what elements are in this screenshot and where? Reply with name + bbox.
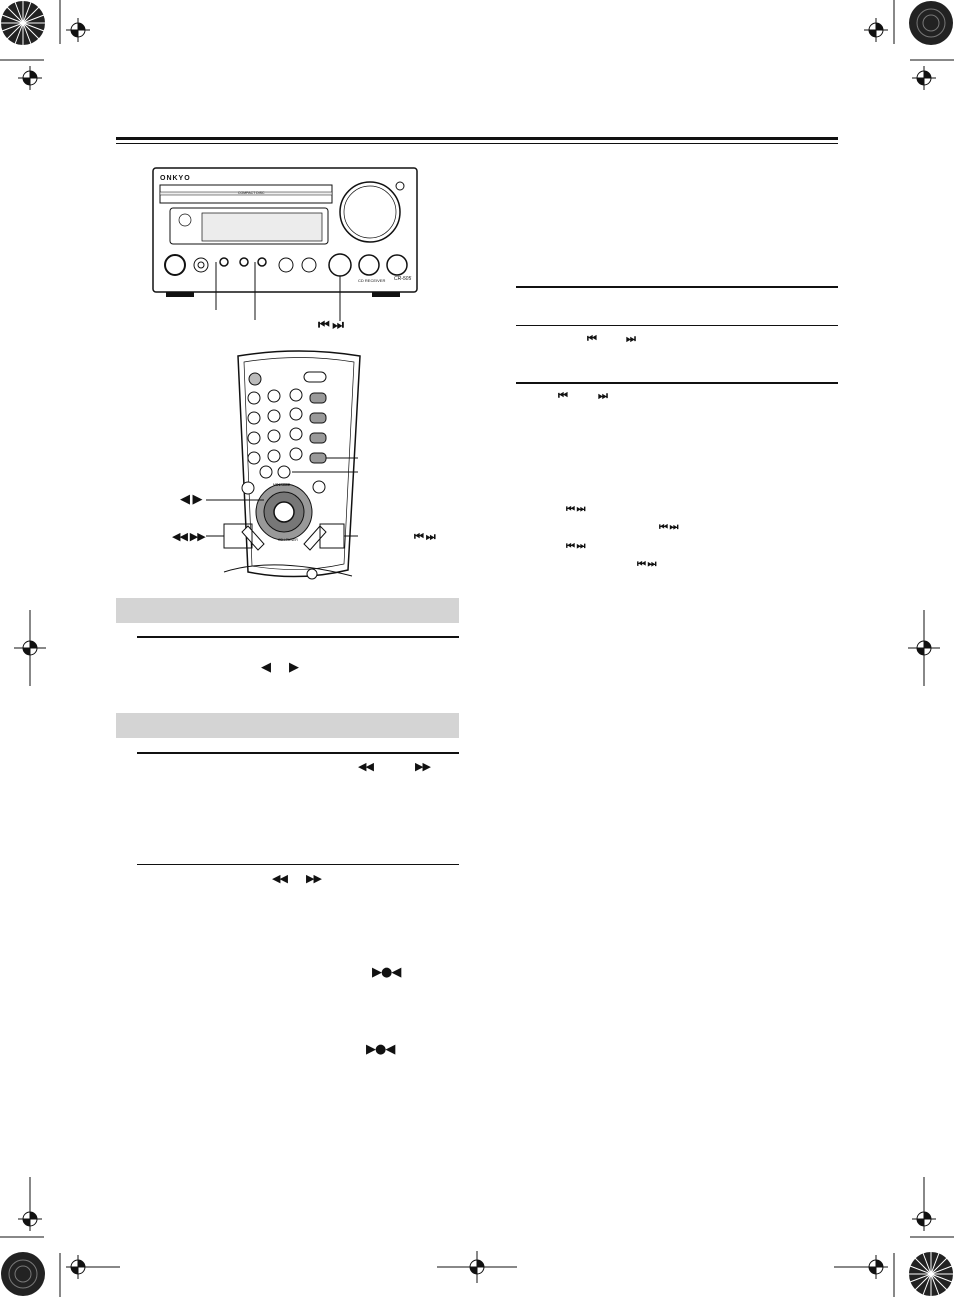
section2-step2-rule [137, 864, 459, 865]
section2-mark-1: ▶●◀ [372, 965, 401, 980]
right-list-symbol-3: ⏮ ⏭ [566, 541, 585, 552]
section2-step1-rule [137, 752, 459, 754]
section1-step-rule [137, 636, 459, 638]
header-rule-thin [116, 143, 838, 144]
crop-mark-top-left [0, 0, 120, 120]
remote-rew-ff-callout: ◀◀ ▶▶ [172, 530, 205, 543]
right-step2-prev: ⏮ [558, 389, 567, 402]
right-step1-prev: ⏮ [587, 332, 596, 345]
crop-mark-bottom-center [437, 1247, 517, 1297]
remote-illustration [224, 350, 374, 582]
unit-brand: ONKYO [160, 175, 191, 182]
remote-arrows-callout: ◀ ▶ [180, 492, 202, 507]
section1-arrow-left: ◀ [261, 660, 270, 675]
crop-mark-bottom-right [834, 1177, 954, 1297]
right-list-symbol-4: ⏮ ⏭ [637, 559, 656, 570]
section2-step1-rew: ◀◀ [358, 760, 373, 773]
crop-mark-bottom-left [0, 1177, 120, 1297]
unit-cd-logo: COMPACT DISC [238, 191, 265, 195]
right-list-symbol-2: ⏮ ⏭ [659, 522, 678, 533]
section1-arrow-right: ▶ [289, 660, 298, 675]
right-step1-next: ⏭ [626, 332, 635, 345]
crop-mark-mid-right [904, 610, 954, 690]
unit-model-caption: CD RECEIVER [358, 278, 386, 283]
right-rule-2 [516, 325, 838, 326]
right-rule-1 [516, 286, 838, 288]
unit-front-panel [150, 165, 420, 325]
section2-step2-rew: ◀◀ [272, 872, 287, 885]
unit-skip-callout: ⏮ ⏭ [318, 318, 343, 333]
section-band-1 [116, 598, 459, 623]
right-step2-next: ⏭ [598, 389, 607, 402]
section2-mark-2: ▶●◀ [366, 1042, 395, 1057]
crop-mark-top-right [834, 0, 954, 120]
section2-step2-ff: ▶▶ [306, 872, 321, 885]
section2-step1-ff: ▶▶ [415, 760, 430, 773]
section-band-2 [116, 713, 459, 738]
right-list-symbol-1: ⏮ ⏭ [566, 504, 585, 515]
remote-volume-label: VOLUME [273, 482, 291, 487]
right-rule-3 [516, 382, 838, 384]
remote-skip-callout: ⏮ ⏭ [414, 530, 435, 543]
unit-model: CR-505 [394, 276, 412, 282]
crop-mark-mid-left [0, 610, 50, 690]
header-rule-thick [116, 137, 838, 140]
remote-cd-tuner-label: CD / TUNER [278, 538, 298, 542]
